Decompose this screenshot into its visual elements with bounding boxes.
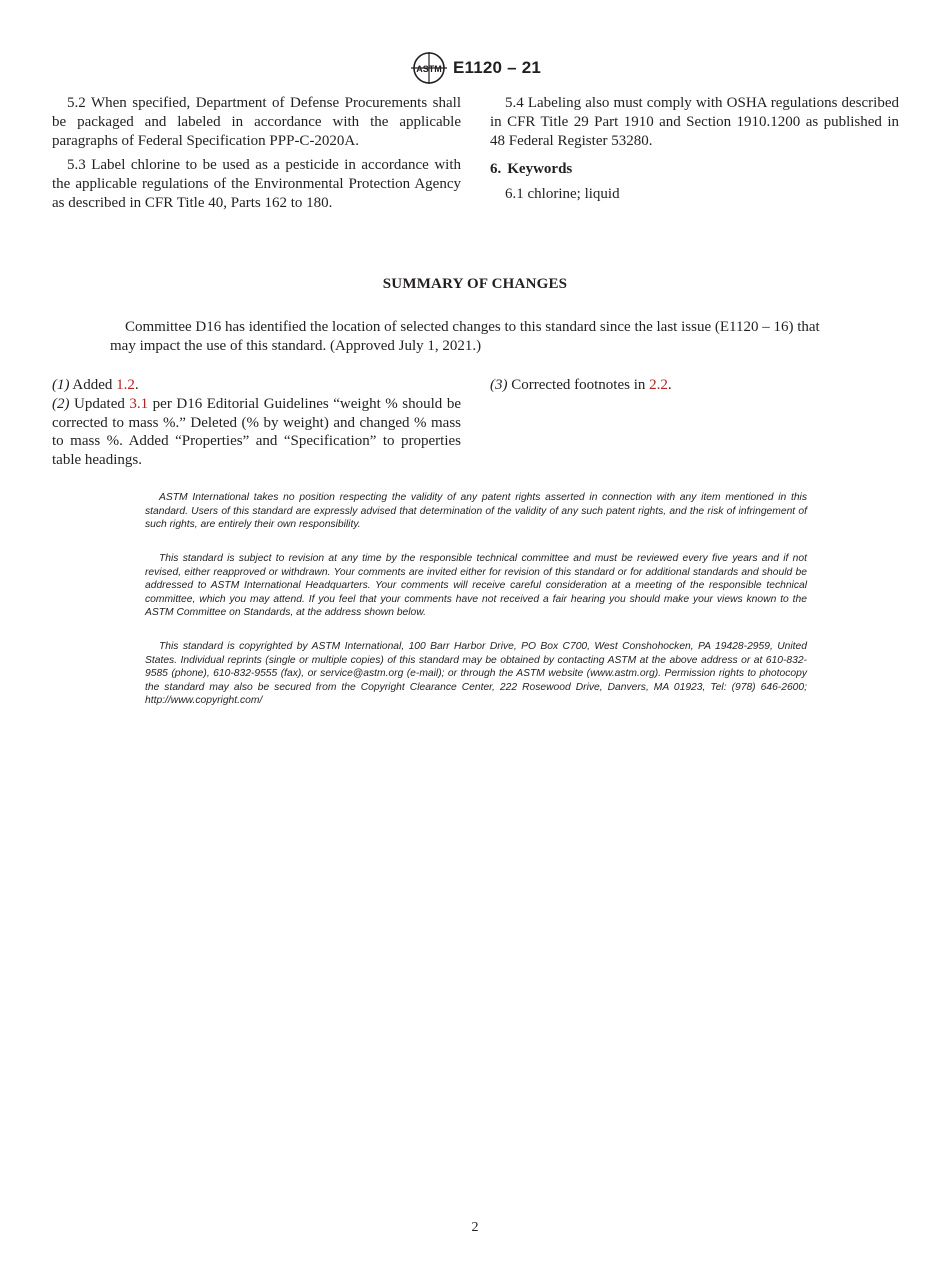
change-item-2-suffix: per D16 Editorial Guidelines “weight % should be corrected to mass %.” Deleted (% by weight) and changed % mass to mass %. Added “Properties” and “Specification” to properties table headings. (52, 395, 461, 469)
paragraph-5-2: 5.2 When specified, Department of Defense Procurements shall be packaged and labeled in accordance with the applicable paragraphs of Federal Specification PPP-C-2020A. (52, 95, 461, 149)
change-item-2-text: Updated (69, 395, 130, 412)
standard-designation: E1120 – 21 (452, 58, 542, 77)
page-number: 2 (471, 1220, 479, 1235)
astm-logo-text: ASTM (416, 64, 442, 74)
paragraph-6-1: 6.1 chlorine; liquid (505, 186, 620, 203)
change-item-1-index: (1) (52, 377, 70, 393)
paragraph-5-4: 5.4 Labeling also must comply with OSHA regulations described in CFR Title 29 Part 1910 and Section 1910.1200 as published in 48 Federal Register 53280. (490, 95, 899, 149)
summary-of-changes-title: SUMMARY OF CHANGES (382, 276, 568, 292)
right-column (490, 94, 899, 210)
summary-of-changes-intro: Committee D16 has identified the location of selected changes to this standard since the last issue (E1120 – 16) that may impact the use of this standard. (Approved July 1, 2021.) (110, 319, 820, 354)
revision-notice: This standard is subject to revision at any time by the responsible technical committee and must be reviewed every five years and if not revised, either reapproved or withdrawn. Your comments are invited either for revision of this standard or for additional standards and should be addressed to ASTM International Headquarters. Your comments will receive careful consideration at a meeting of the responsible technical committee, which you may attend. If you feel that your comments have not received a fair hearing you should make your views known to the ASTM Committee on Standards, at the address shown below. (145, 553, 807, 619)
page-header (0, 50, 950, 86)
copyright-notice: This standard is copyrighted by ASTM International, 100 Barr Harbor Drive, PO Box C700, West Conshohocken, PA 19428-2959, United States. Individual reprints (single or multiple copies) of this standard may be obtained by contacting ASTM at the above address or at 610-832-9585 (phone), 610-832-9555 (fax), or service@astm.org (e-mail); or through the ASTM website (www.astm.org). Permission rights to photocopy the standard may also be secured from the Copyright Clearance Center, 222 Rosewood Drive, Danvers, MA 01923, Tel: (978) 646-2600; http://www.copyright.com/ (145, 641, 807, 707)
paragraph-5-3: 5.3 Label chlorine to be used as a pesticide in accordance with the applicable regulations of the Environmental Protection Agency as described in CFR Title 40, Parts 162 to 180. (52, 157, 461, 211)
change-item-2-index: (2) (52, 395, 70, 412)
patent-notice: ASTM International takes no position respecting the validity of any patent rights asserted in connection with any item mentioned in this standard. Users of this standard are expressly advised that determination of the validity of any such patent rights, and the risk of infringement of such rights, are entirely their own responsibility. (145, 492, 807, 531)
change-item-1 (52, 376, 461, 395)
change-item-3-index: (3) (490, 377, 508, 393)
change-item-1-text: Added (69, 377, 117, 393)
changes-right-column (490, 376, 899, 395)
section-6-title: Keywords (507, 161, 573, 178)
section-6-number: 6. (490, 161, 502, 178)
change-item-3 (490, 376, 899, 395)
change-item-1-link[interactable]: 1.2 (116, 377, 135, 393)
section-6-heading (490, 160, 899, 179)
change-item-3-link[interactable]: 2.2 (649, 377, 668, 393)
astm-logo-icon (409, 51, 449, 85)
change-item-1-suffix: . (134, 377, 139, 393)
change-item-2-link[interactable]: 3.1 (129, 395, 149, 412)
change-item-3-text: Corrected footnotes in (507, 377, 650, 393)
change-item-3-suffix: . (667, 377, 672, 393)
left-column (52, 94, 461, 219)
change-item-2 (52, 395, 461, 470)
changes-left-column (52, 376, 461, 470)
